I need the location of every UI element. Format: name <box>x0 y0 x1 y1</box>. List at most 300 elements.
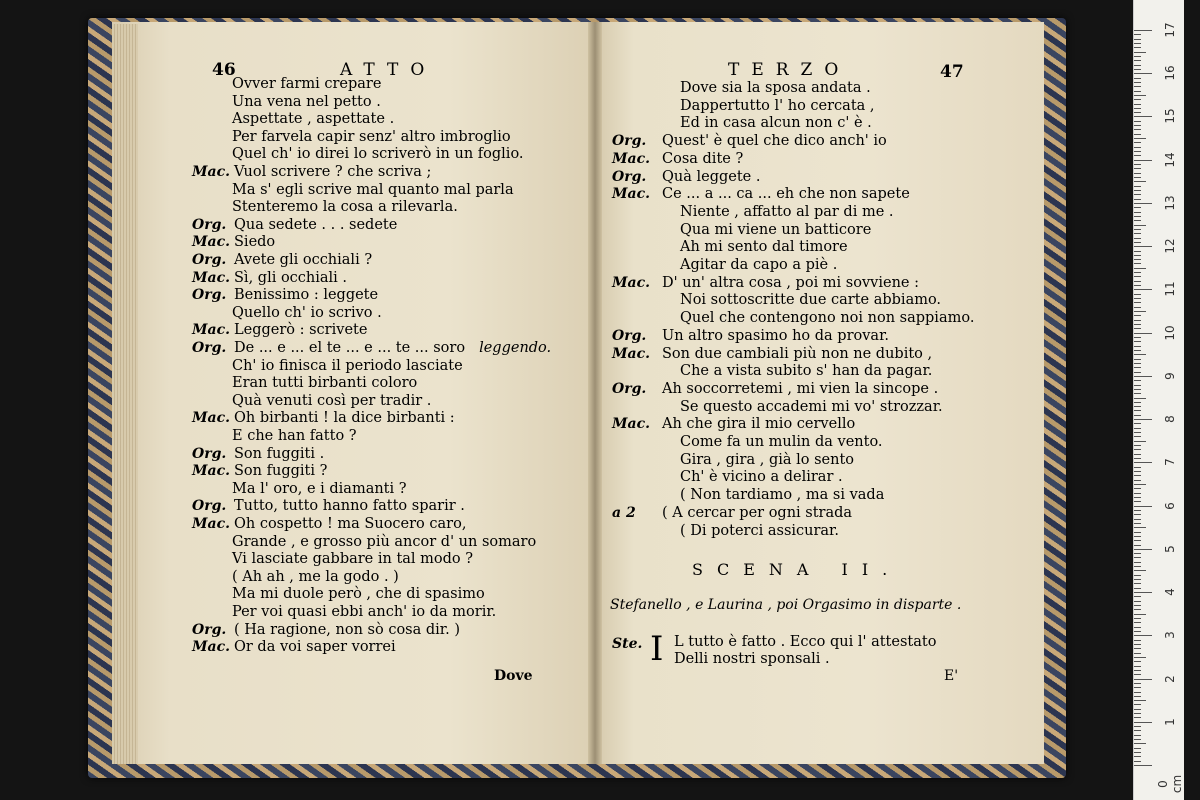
text-line <box>662 133 887 150</box>
speaker-label: Mac. <box>192 234 230 251</box>
ruler-number: 11 <box>1163 281 1177 298</box>
ruler-tick <box>1134 687 1141 688</box>
speaker-label: Org. <box>192 340 227 356</box>
ruler-number: 16 <box>1163 65 1177 81</box>
ruler-tick <box>1134 423 1141 424</box>
right-running-head: TERZO <box>728 60 851 80</box>
ruler-number: 14 <box>1163 152 1177 168</box>
ruler-tick <box>1134 311 1146 312</box>
text-line <box>234 322 367 339</box>
line-text: Vi lasciate gabbare in tal modo ? <box>232 551 474 568</box>
ruler-tick <box>1134 298 1141 299</box>
ruler-tick <box>1134 436 1141 437</box>
ruler-tick <box>1134 246 1152 247</box>
speaker-label: Mac. <box>612 345 650 362</box>
ruler-tick <box>1134 527 1146 528</box>
ruler-tick <box>1134 523 1141 524</box>
line-text: ( Ha ragione, non sò cosa dir. ) <box>234 621 461 638</box>
text-line <box>662 151 743 168</box>
ruler-tick <box>1134 276 1141 277</box>
line-text: Avete gli occhiali ? <box>234 252 373 268</box>
text-line <box>680 469 843 486</box>
ruler-tick <box>1134 609 1141 610</box>
scene-line-2: Delli nostri sponsali . <box>674 651 830 667</box>
ruler-tick <box>1134 700 1146 701</box>
ruler-tick <box>1134 285 1141 286</box>
ruler-tick <box>1134 173 1141 174</box>
line-text: Son fuggiti ? <box>234 463 328 480</box>
line-text: Dove sia la sposa andata . <box>680 80 871 96</box>
line-text: Ma s' egli scrive mal quanto mal parla <box>232 181 514 198</box>
text-line <box>234 446 324 463</box>
ruler-tick <box>1134 467 1141 468</box>
ruler-tick <box>1134 748 1141 749</box>
text-line <box>662 275 919 292</box>
text-line <box>232 182 514 199</box>
ruler-tick <box>1134 39 1141 40</box>
ruler-tick <box>1134 570 1146 571</box>
speaker-label: Org. <box>192 445 227 462</box>
ruler-tick <box>1134 761 1141 762</box>
ruler-number: 8 <box>1163 415 1177 423</box>
ruler-tick <box>1134 402 1141 403</box>
ruler-tick <box>1134 147 1141 148</box>
ruler-tick <box>1134 670 1141 671</box>
speaker-label: Mac. <box>612 150 650 167</box>
ruler-tick <box>1134 458 1141 459</box>
ruler-tick <box>1134 281 1141 282</box>
speaker-label: Mac. <box>192 269 230 286</box>
ruler-number: 4 <box>1163 588 1177 596</box>
ruler-tick <box>1134 315 1141 316</box>
ruler-tick <box>1134 540 1141 541</box>
ruler-tick <box>1134 415 1141 416</box>
line-text: Aspettate , aspettate . <box>232 111 395 128</box>
drop-cap: I <box>650 629 664 669</box>
ruler-tick <box>1134 95 1146 96</box>
text-line <box>234 498 465 515</box>
line-text: Per farvela capir senz' altro imbroglio <box>232 128 511 145</box>
ruler-tick <box>1134 255 1141 256</box>
line-text: Oh cospetto ! ma Suocero caro, <box>234 516 467 532</box>
line-text: Se questo accademi mi vo' strozzar. <box>680 398 943 415</box>
text-line <box>662 505 852 522</box>
text-line <box>232 305 382 322</box>
text-line <box>662 346 932 363</box>
ruler-tick <box>1134 765 1152 766</box>
line-text: Benissimo : leggete <box>234 287 379 304</box>
ruler-tick <box>1134 129 1141 130</box>
speaker-label: Mac. <box>612 416 650 433</box>
speaker-label: Org. <box>192 621 227 638</box>
ruler-tick <box>1134 488 1141 489</box>
text-line <box>680 399 943 416</box>
ruler-tick <box>1134 385 1141 386</box>
ruler-tick <box>1134 389 1141 390</box>
line-text: Oh birbanti ! la dice birbanti : <box>234 410 455 427</box>
line-text: Quà venuti così per tradir . <box>232 392 432 409</box>
ruler-tick <box>1134 207 1141 208</box>
ruler-tick <box>1134 661 1141 662</box>
ruler-tick <box>1134 354 1146 355</box>
ruler-number: 13 <box>1163 195 1177 211</box>
ruler-tick <box>1134 506 1152 507</box>
line-text: Quel che contengono noi non sappiamo. <box>680 310 975 327</box>
speaker-label: Org. <box>612 168 647 185</box>
ruler-tick <box>1134 704 1141 705</box>
speaker-label: Org. <box>192 252 227 268</box>
ruler-tick <box>1134 164 1141 165</box>
ruler-number: 17 <box>1163 22 1177 38</box>
ruler-tick <box>1134 181 1146 182</box>
ruler-tick <box>1134 30 1152 31</box>
ruler-tick <box>1134 692 1141 693</box>
ruler-tick <box>1134 34 1141 35</box>
line-text: Sì, gli occhiali . <box>234 269 348 286</box>
ruler-tick <box>1134 475 1141 476</box>
line-text: Ch' è vicino a delirar . <box>680 469 843 486</box>
text-line <box>662 416 855 433</box>
text-line <box>662 381 938 398</box>
text-line <box>680 257 837 274</box>
ruler-tick <box>1134 653 1141 654</box>
ruler-tick <box>1134 640 1141 641</box>
ruler-tick <box>1134 359 1141 360</box>
text-line <box>680 487 884 504</box>
line-text: Son due cambiali più non ne dubito , <box>662 345 933 362</box>
ruler-tick <box>1134 341 1141 342</box>
ruler-tick <box>1134 186 1141 187</box>
ruler-tick <box>1134 199 1141 200</box>
ruler-tick <box>1134 566 1141 567</box>
line-text: Per voi quasi ebbi anch' io da morir. <box>232 604 497 620</box>
ruler-tick <box>1134 449 1141 450</box>
text-line <box>680 434 883 451</box>
ruler-tick <box>1134 648 1141 649</box>
text-line <box>680 292 941 309</box>
text-line <box>232 428 357 445</box>
ruler-tick <box>1134 337 1141 338</box>
text-line <box>680 98 875 115</box>
ruler-tick <box>1134 674 1141 675</box>
text-line <box>680 452 854 469</box>
ruler-tick <box>1134 99 1141 100</box>
line-text: Ah soccorretemi , mi vien la sincope . <box>662 380 939 397</box>
line-text: Or da voi saper vorrei <box>234 639 396 656</box>
line-text: Quest' è quel che dico anch' io <box>662 133 887 150</box>
line-text: Come fa un mulin da vento. <box>680 434 883 450</box>
ruler-tick <box>1134 501 1141 502</box>
ruler-tick <box>1134 155 1141 156</box>
ruler-unit-label: 0 cm <box>1156 774 1184 794</box>
ruler-tick <box>1134 696 1141 697</box>
scene-heading: SCENA II. <box>692 560 902 579</box>
line-text: Ed in casa alcun non c' è . <box>680 115 872 132</box>
text-line <box>680 204 894 221</box>
line-text: Ovver farmi crepare <box>232 76 382 92</box>
ruler-tick <box>1134 333 1152 334</box>
right-catchword: E' <box>944 668 959 684</box>
ruler-tick <box>1134 454 1141 455</box>
ruler-tick <box>1134 393 1141 394</box>
ruler-tick <box>1134 294 1141 295</box>
ruler-tick <box>1134 78 1141 79</box>
ruler-tick <box>1134 225 1146 226</box>
ruler-number: 1 <box>1163 717 1177 726</box>
text-line <box>234 217 397 234</box>
text-line <box>232 604 496 621</box>
line-text: ( Ah ah , me la godo . ) <box>232 568 399 585</box>
ruler-tick <box>1134 592 1152 593</box>
book-gutter <box>588 22 602 764</box>
line-text: Niente , affatto al par di me . <box>680 203 894 220</box>
speaker-label: Org. <box>192 287 227 304</box>
ruler-tick <box>1134 557 1141 558</box>
ruler-tick <box>1134 346 1141 347</box>
ruler-tick <box>1134 493 1141 494</box>
text-line <box>662 186 910 203</box>
speaker-label: Mac. <box>612 274 650 291</box>
ruler-tick <box>1134 168 1141 169</box>
ruler-tick <box>1134 683 1141 684</box>
ruler-tick <box>1134 510 1141 511</box>
text-line <box>662 169 760 186</box>
ruler-tick <box>1134 268 1146 269</box>
ruler-tick <box>1134 596 1141 597</box>
ruler-tick <box>1134 177 1141 178</box>
line-text: Eran tutti birbanti coloro <box>232 375 418 392</box>
ruler-tick <box>1134 65 1141 66</box>
line-text: ( Non tardiamo , ma si vada <box>680 487 885 504</box>
line-text: Ma l' oro, e i diamanti ? <box>232 480 407 497</box>
text-line <box>680 363 932 380</box>
speaker-label: Org. <box>612 380 647 397</box>
text-line <box>232 76 381 93</box>
ruler-tick <box>1134 657 1146 658</box>
ruler-number: 7 <box>1163 458 1177 467</box>
line-text: Dappertutto l' ho cercata , <box>680 97 875 114</box>
ruler-tick <box>1134 160 1152 161</box>
ruler-tick <box>1134 69 1141 70</box>
ruler-tick <box>1134 272 1141 273</box>
line-text: Qua sedete . . . sedete <box>234 216 398 233</box>
line-text: Quà leggete . <box>662 168 761 185</box>
ruler-tick <box>1134 618 1141 619</box>
line-text: De ... e ... el te ... e ... te ... soro <box>234 340 466 356</box>
text-line <box>232 393 431 410</box>
ruler-tick <box>1134 104 1141 105</box>
ruler-tick <box>1134 142 1141 143</box>
ruler-number: 5 <box>1163 545 1177 553</box>
ruler-tick <box>1134 605 1141 606</box>
ruler-tick <box>1134 562 1141 563</box>
ruler-tick <box>1134 679 1152 680</box>
ruler-tick <box>1134 441 1146 442</box>
text-line <box>234 463 327 480</box>
text-line <box>234 252 372 269</box>
scene-line-1: L tutto è fatto . Ecco qui l' attestato <box>674 634 937 650</box>
ruler-tick <box>1134 372 1141 373</box>
text-line <box>232 375 417 392</box>
ruler-tick <box>1134 519 1141 520</box>
line-text: D' un' altra cosa , poi mi sovviene : <box>662 274 919 291</box>
ruler-number: 2 <box>1163 674 1177 683</box>
ruler-tick <box>1134 726 1141 727</box>
ruler-tick <box>1134 406 1141 407</box>
ruler-tick <box>1134 579 1141 580</box>
ruler-tick <box>1134 484 1146 485</box>
ruler-tick <box>1134 302 1141 303</box>
ruler-tick <box>1134 635 1152 636</box>
stage-direction: Stefanello , e Laurina , poi Orgasimo in disparte . <box>610 597 962 613</box>
text-line <box>232 481 407 498</box>
ruler-number: 12 <box>1163 238 1177 254</box>
ruler-tick <box>1134 121 1141 122</box>
text-line <box>232 94 381 111</box>
ruler-tick <box>1134 251 1141 252</box>
right-page-number: 47 <box>940 62 964 82</box>
line-text: Una vena nel petto . <box>232 93 381 110</box>
ruler-number: 10 <box>1163 325 1177 341</box>
ruler-tick <box>1134 410 1141 411</box>
ruler-tick <box>1134 462 1152 463</box>
ruler-tick <box>1134 419 1152 420</box>
ruler-tick <box>1134 471 1141 472</box>
text-line <box>680 115 872 132</box>
ruler-tick <box>1134 614 1146 615</box>
ruler-tick <box>1134 47 1141 48</box>
ruler-tick <box>1134 203 1152 204</box>
text-line <box>232 111 394 128</box>
speaker-label: Mac. <box>612 186 650 203</box>
ruler-tick <box>1134 497 1141 498</box>
ruler-tick <box>1134 91 1141 92</box>
line-text: Siedo <box>234 234 276 251</box>
ruler-number: 3 <box>1163 631 1177 640</box>
text-line <box>232 129 511 146</box>
measurement-ruler <box>1133 0 1184 800</box>
ruler-tick <box>1134 60 1141 61</box>
speaker-label: Mac. <box>192 164 230 180</box>
text-line <box>662 328 889 345</box>
text-line <box>234 287 378 304</box>
ruler-tick <box>1134 363 1141 364</box>
speaker-label: Mac. <box>192 463 230 480</box>
ruler-tick <box>1134 627 1141 628</box>
text-line <box>680 523 839 540</box>
line-text: Stenteremo la cosa a rilevarla. <box>232 199 458 216</box>
text-line <box>232 199 458 216</box>
line-text: Ch' io finisca il periodo lasciate <box>232 357 463 374</box>
ruler-tick <box>1134 730 1141 731</box>
ruler-tick <box>1134 229 1141 230</box>
ruler-tick <box>1134 52 1146 53</box>
ruler-tick <box>1134 367 1141 368</box>
line-text: Ce ... a ... ca ... eh che non sapete <box>662 186 910 203</box>
ruler-tick <box>1134 644 1141 645</box>
ruler-number: 15 <box>1163 108 1177 125</box>
ruler-tick <box>1134 220 1141 221</box>
text-line <box>680 222 871 239</box>
ruler-tick <box>1134 713 1141 714</box>
page-edges <box>112 24 138 764</box>
ruler-tick <box>1134 134 1141 135</box>
ruler-tick <box>1134 432 1141 433</box>
ruler-tick <box>1134 631 1141 632</box>
line-text: Qua mi viene un batticore <box>680 221 872 238</box>
ruler-tick <box>1134 324 1141 325</box>
ruler-tick <box>1134 138 1146 139</box>
ruler-tick <box>1134 56 1141 57</box>
text-line <box>232 586 485 603</box>
line-text: Son fuggiti . <box>234 445 325 462</box>
line-text: Leggerò : scrivete <box>234 322 368 339</box>
left-running-head: ATTO <box>340 60 437 80</box>
line-text: ( Di poterci assicurar. <box>680 522 840 539</box>
ruler-tick <box>1134 350 1141 351</box>
line-text: Ma mi duole però , che di spasimo <box>232 586 485 603</box>
text-line <box>234 410 455 427</box>
stage-cue: leggendo. <box>479 340 552 356</box>
ruler-tick <box>1134 73 1152 74</box>
ruler-tick <box>1134 717 1141 718</box>
speaker-label: Org. <box>612 133 647 150</box>
text-line <box>680 310 974 327</box>
speaker-label: Mac. <box>192 410 230 427</box>
text-line <box>232 569 399 586</box>
ruler-tick <box>1134 320 1141 321</box>
scene-speaker: Ste. <box>612 636 643 652</box>
ruler-tick <box>1134 583 1141 584</box>
ruler-tick <box>1134 43 1141 44</box>
text-line <box>232 551 473 568</box>
text-line <box>234 164 431 181</box>
ruler-tick <box>1134 108 1141 109</box>
ruler-tick <box>1134 588 1141 589</box>
speaker-label: a 2 <box>612 504 636 521</box>
line-text: Grande , e grosso più ancor d' un somaro <box>232 533 537 550</box>
ruler-tick <box>1134 575 1141 576</box>
ruler-tick <box>1134 398 1146 399</box>
ruler-number: 6 <box>1163 501 1177 510</box>
ruler-tick <box>1134 752 1141 753</box>
ruler-tick <box>1134 428 1141 429</box>
ruler-tick <box>1134 376 1152 377</box>
text-line <box>232 146 524 163</box>
line-text: Quel ch' io direi lo scriverò in un foglio. <box>232 146 524 163</box>
text-line <box>680 80 871 97</box>
ruler-tick <box>1134 380 1141 381</box>
text-line <box>234 270 347 287</box>
ruler-tick <box>1134 328 1141 329</box>
ruler-tick <box>1134 735 1141 736</box>
ruler-tick <box>1134 194 1141 195</box>
ruler-tick <box>1134 666 1141 667</box>
ruler-tick <box>1134 722 1152 723</box>
speaker-label: Org. <box>612 327 647 344</box>
ruler-tick <box>1134 82 1141 83</box>
line-text: Quello ch' io scrivo . <box>232 304 382 321</box>
ruler-tick <box>1134 116 1152 117</box>
ruler-tick <box>1134 212 1141 213</box>
line-text: E che han fatto ? <box>232 428 357 444</box>
ruler-tick <box>1134 545 1141 546</box>
ruler-tick <box>1134 739 1141 740</box>
line-text: Vuol scrivere ? che scriva ; <box>234 164 432 180</box>
text-line <box>232 534 536 551</box>
ruler-tick <box>1134 553 1141 554</box>
ruler-tick <box>1134 125 1141 126</box>
